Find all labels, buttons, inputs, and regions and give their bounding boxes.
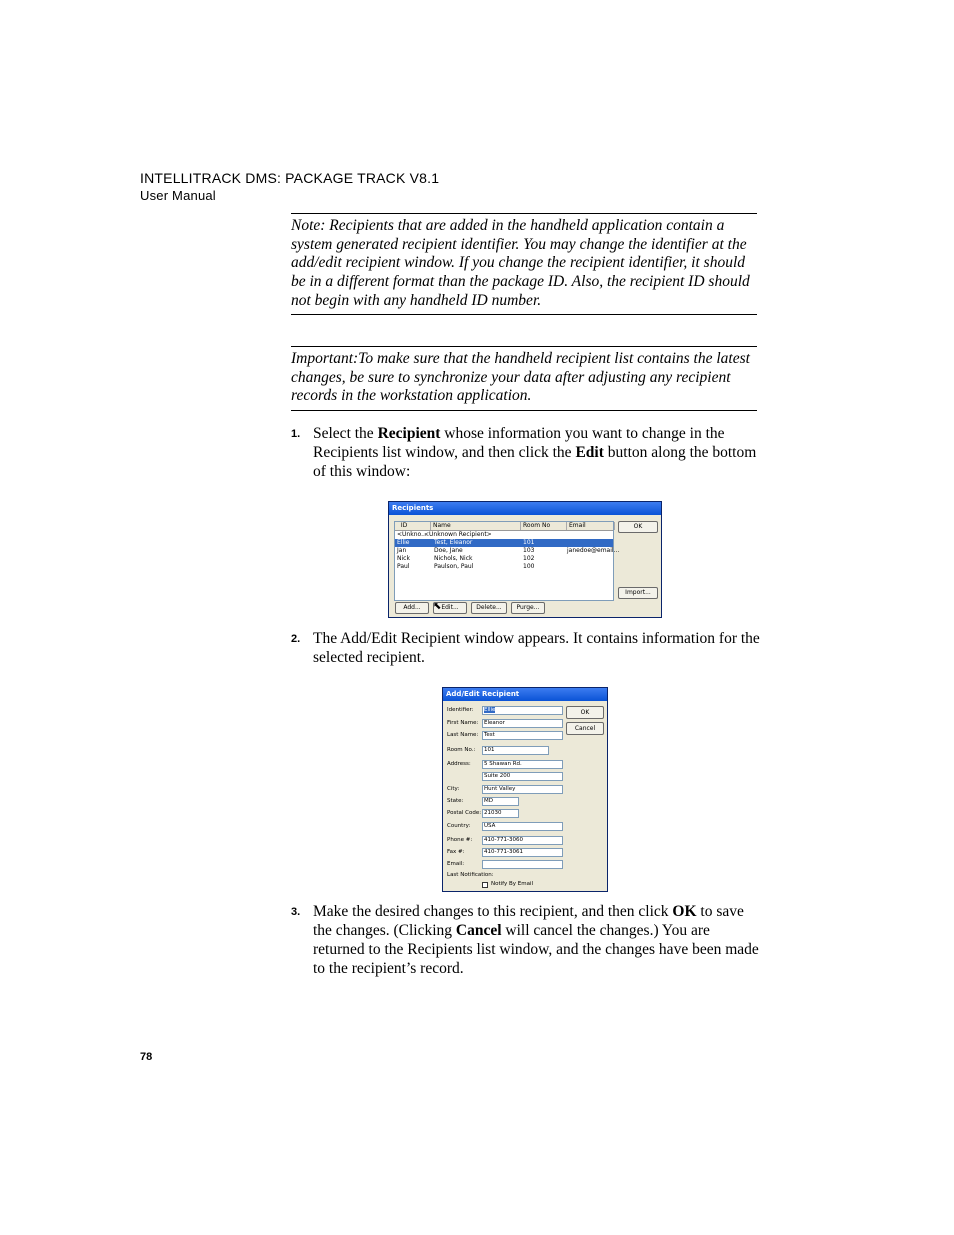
- window-title: Add/Edit Recipient: [443, 688, 607, 701]
- divider: [291, 346, 757, 347]
- country-label: Country:: [447, 823, 471, 829]
- running-header: [140, 170, 439, 204]
- country-field[interactable]: USA: [482, 822, 563, 831]
- address-label: Address:: [447, 761, 471, 767]
- ok-button[interactable]: OK: [618, 521, 658, 533]
- first-name-label: First Name:: [447, 720, 479, 726]
- fax-label: Fax #:: [447, 849, 465, 855]
- email-label: Email:: [447, 861, 465, 867]
- city-field[interactable]: Hunt Valley: [482, 785, 563, 794]
- note-text: Note: Recipients that are added in the handheld application contain a system generated recipient identifier. You may change the identifier at the add/edit recipient window. If you change the recipient identifier, it should be in a different format than the package ID. Also, the recipient ID should not begin with any handheld ID number.: [291, 217, 750, 309]
- recipients-window: [388, 501, 662, 618]
- step-number: 2.: [291, 633, 301, 645]
- state-label: State:: [447, 798, 464, 804]
- city-label: City:: [447, 786, 460, 792]
- room-no-field[interactable]: 101: [482, 746, 549, 755]
- column-header[interactable]: Name: [431, 522, 521, 530]
- purge-button[interactable]: Purge...: [511, 602, 545, 614]
- fax-field[interactable]: 410-771-3061: [482, 848, 563, 857]
- column-header[interactable]: Email: [567, 522, 615, 530]
- postal-code-field[interactable]: 21030: [482, 809, 519, 818]
- add-edit-recipient-window: [442, 687, 608, 892]
- recipients-list[interactable]: [394, 521, 620, 601]
- add-button[interactable]: Add...: [395, 602, 429, 614]
- manual-title: INTELLITRACK DMS: PACKAGE TRACK V8.1: [140, 170, 440, 186]
- mouse-cursor-icon: ⬉: [433, 601, 442, 612]
- phone-label: Phone #:: [447, 837, 473, 843]
- identifier-label: Identifier:: [447, 707, 474, 713]
- list-item[interactable]: Jan Doe, Jane 103 janedoe@email...: [397, 547, 620, 554]
- last-name-field[interactable]: Test: [482, 731, 563, 740]
- ok-button[interactable]: OK: [566, 706, 604, 719]
- step-text: Make the desired changes to this recipient, and then click OK to save the changes. (Clicking Cancel will cancel the changes.) You are returned to the Recipients list window, and the changes have been made to the recipient’s record.: [313, 903, 759, 977]
- notify-by-email-checkbox[interactable]: [482, 882, 488, 888]
- postal-code-label: Postal Code:: [447, 810, 482, 816]
- step-number: 1.: [291, 428, 301, 440]
- import-button[interactable]: Import...: [618, 587, 658, 599]
- identifier-field[interactable]: Ellie: [482, 706, 563, 715]
- column-header[interactable]: ID: [395, 522, 431, 530]
- window-title: Recipients: [389, 502, 661, 515]
- divider: [291, 213, 757, 214]
- last-name-label: Last Name:: [447, 732, 479, 738]
- step-text: The Add/Edit Recipient window appears. It contains information for the selected recipient.: [313, 630, 760, 666]
- address-line2-field[interactable]: Suite 200: [482, 772, 563, 781]
- step-number: 3.: [291, 906, 301, 918]
- delete-button[interactable]: Delete...: [471, 602, 507, 614]
- list-header: [395, 522, 613, 531]
- last-notification-label: Last Notification:: [447, 872, 494, 878]
- page-number: 78: [140, 1051, 153, 1063]
- first-name-field[interactable]: Eleanor: [482, 719, 563, 728]
- list-item[interactable]: <Unkno... <Unknown Recipient>: [397, 531, 492, 538]
- step-3: [291, 902, 761, 978]
- edit-button[interactable]: Edit...: [433, 602, 467, 614]
- list-item[interactable]: Ellie Test, Eleanor 101: [395, 539, 613, 547]
- phone-field[interactable]: 410-771-3060: [482, 836, 563, 845]
- divider: [291, 314, 757, 315]
- important-text: Important:To make sure that the handheld recipient list contains the latest changes, be sure to synchronize your data after adjusting any recipient records in the workstation application.: [291, 350, 750, 405]
- manual-subtitle: User Manual: [140, 188, 216, 203]
- room-no-label: Room No.:: [447, 747, 476, 753]
- divider: [291, 410, 757, 411]
- address-line1-field[interactable]: 5 Shawan Rd.: [482, 760, 563, 769]
- list-item[interactable]: Paul Paulson, Paul 100: [397, 563, 535, 570]
- step-text: Select the Recipient whose information you want to change in the Recipients list window, and then click the Edit button along the bottom of this window:: [313, 425, 757, 480]
- state-field[interactable]: MD: [482, 797, 519, 806]
- step-1: [291, 424, 761, 481]
- step-2: [291, 629, 761, 667]
- list-item[interactable]: Nick Nichols, Nick 102: [397, 555, 535, 562]
- cancel-button[interactable]: Cancel: [566, 722, 604, 735]
- email-field[interactable]: [482, 860, 563, 869]
- notify-by-email-label: Notify By Email: [491, 881, 534, 887]
- column-header[interactable]: Room No: [521, 522, 567, 530]
